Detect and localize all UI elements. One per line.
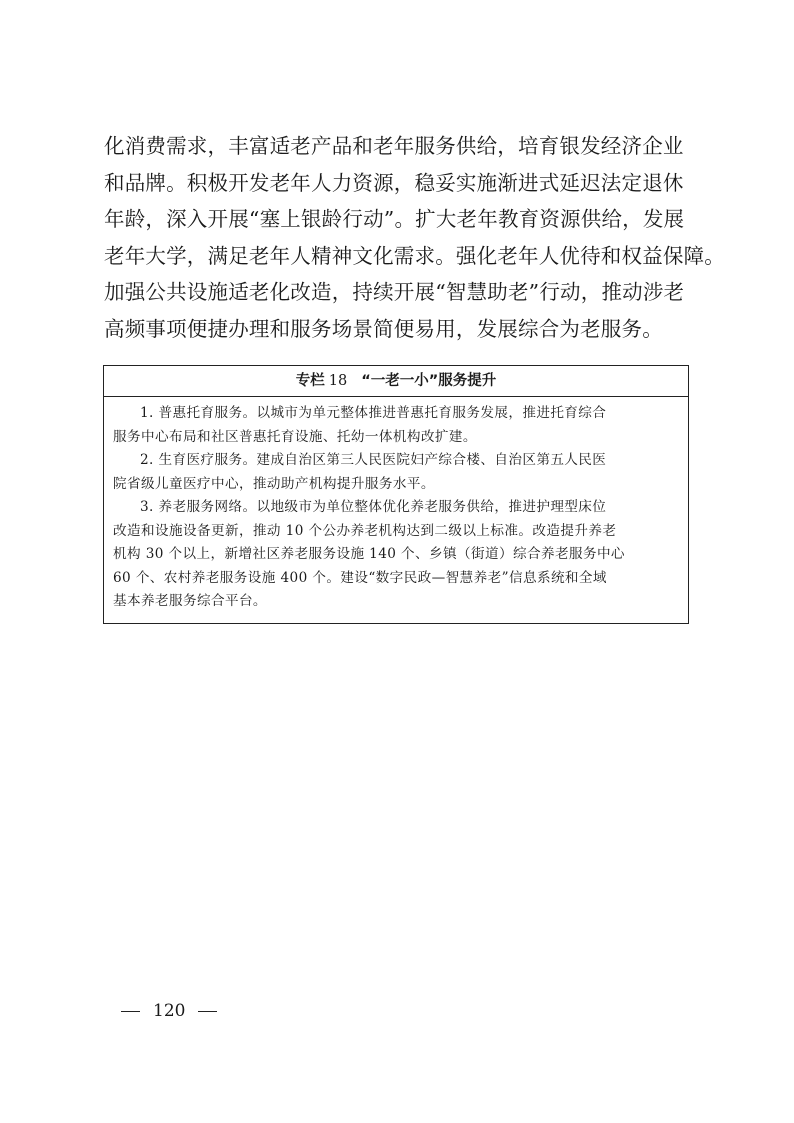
column-number: 18	[328, 373, 348, 389]
page-number: 120	[153, 1001, 186, 1021]
column-item-line: 改造和设施设备更新，推动 10 个公办养老机构达到二级以上标准。改造提升养老	[113, 522, 617, 539]
footer-dash-right	[198, 1011, 217, 1012]
body-line: 高频事项便捷办理和服务场景简便易用，发展综合为老服务。	[104, 316, 663, 341]
body-line: 和品牌。积极开发老年人力资源，稳妥实施渐进式延迟法定退休	[104, 170, 684, 195]
column-body	[104, 397, 688, 614]
footer-dash-left	[121, 1011, 140, 1012]
column-heading: “一老一小”服务提升	[361, 373, 497, 389]
body-line: 化消费需求，丰富适老产品和老年服务供给，培育银发经济企业	[104, 134, 684, 158]
column-item-line: 1. 普惠托育服务。以城市为单元整体推进普惠托育服务发展，推进托育综合	[140, 405, 607, 421]
column-item-line: 服务中心布局和社区普惠托育设施、托幼一体机构改扩建。	[113, 428, 477, 445]
column-item-line: 机构 30 个以上，新增社区养老服务设施 140 个、乡镇（街道）综合养老服务中心	[113, 546, 625, 562]
column-item-line: 院省级儿童医疗中心，推动助产机构提升服务水平。	[113, 475, 435, 492]
body-line: 年龄，深入开展“塞上银龄行动”。扩大老年教育资源供给，发展	[104, 207, 685, 231]
column-item-line: 3. 养老服务网络。以地级市为单位整体优化养老服务供给，推进护理型床位	[140, 499, 607, 515]
column-title	[104, 366, 688, 397]
column-label: 专栏	[295, 373, 325, 389]
page-footer	[121, 1000, 217, 1022]
column-item-line: 基本养老服务综合平台。	[113, 593, 267, 609]
body-line: 老年大学，满足老年人精神文化需求。强化老年人优待和权益保障。	[104, 243, 725, 268]
body-paragraph	[104, 128, 725, 347]
body-line: 加强公共设施适老化改造，持续开展“智慧助老”行动，推动涉老	[104, 280, 685, 304]
column-item-line: 2. 生育医疗服务。建成自治区第三人民医院妇产综合楼、自治区第五人民医	[140, 452, 607, 468]
column-item-line: 60 个、农村养老服务设施 400 个。建设“数字民政—智慧养老”信息系统和全域	[113, 569, 607, 586]
column-box	[103, 365, 689, 624]
